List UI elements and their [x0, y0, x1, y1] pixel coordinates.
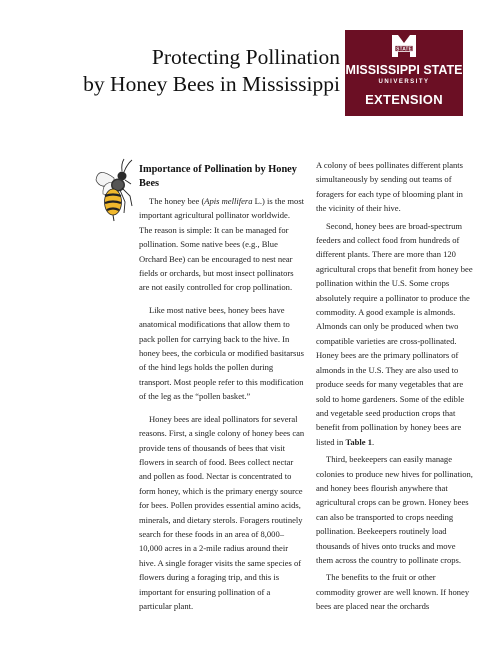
msu-seal-icon [389, 35, 419, 61]
section-heading: Importance of Pollination by Honey Bees [139, 164, 297, 189]
page-title [18, 44, 340, 98]
article-column-2 [316, 158, 474, 616]
paragraph-colony-foragers: A colony of bees pollinates different plants simultaneously by sending out teams of foragers for each type of blooming plant in the vicinity of their hive. [316, 160, 464, 214]
article-column-1 [139, 163, 305, 615]
logo-university: MISSISSIPPI STATE [345, 63, 463, 77]
species-name: Apis mellifera [204, 196, 253, 206]
title-line-2: by Honey Bees in Mississippi [83, 72, 340, 96]
paragraph-manage-colonies: Third, beekeepers can easily manage colonies to produce new hives for pollination, and honey bees flourish anywhere that agricultural crops can be grown. Honey bees can also be transported to crops needing pollination. Beekeepers routinely load thousands of hives onto trucks and move them across the country to pollinate crops. [316, 454, 473, 565]
paragraph-broad-spectrum: Second, honey bees are broad-spectrum feeders and collect food from hundreds of different plants. There are more than 120 agricultural crops that benefit from honey bee pollination within the U.S. Some crops absolutely require a pollinator to produce the commodity. A good example is almonds. Almonds can only be produced when two compatible varieties are cross-pollinated. Honey bees are the primary pollinators of almonds in the U.S. They are also used to produce seeds for many vegetables that are sold to home gardeners. Some of the edible and vegetable seed production crops that benefit from pollination by honey bees are listed in Table 1. [316, 220, 473, 447]
msu-extension-logo [345, 30, 463, 116]
logo-extension: EXTENSION [365, 92, 443, 107]
title-line-1: Protecting Pollination [151, 45, 340, 69]
paragraph-ideal-pollinators: Honey bees are ideal pollinators for several reasons. First, a single colony of honey bees can provide tens of thousands of bees that visit flowers in search of food. Bees collect nectar and pollen as food. Nectar is concentrated to form honey, which is the primary energy source for bees. Pollen provides essential amino acids, minerals, and dietary sterols. Foragers routinely search for these foods in an area of 8,000–10,000 acres in a 2-mile radius around their hive. A single forager visits the same species of flowers during a foraging trip, and this is important for ensuring pollination of a particular plant. [139, 413, 305, 611]
paragraph-honey-bee-intro: The honey bee (Apis mellifera L.) is the most important agricultural pollinator worldwide. The reason is simple: It can be managed for pollination. Some native bees (e.g., Blue Orchard Bee) can be encouraged to nest near fields or orchards, but most insect pollinators are not easily controlled for crop pollination. [139, 196, 305, 293]
honey-bee-illustration [94, 158, 134, 228]
paragraph-pollen-basket: Like most native bees, honey bees have anatomical modifications that allow them to pack pollen for carrying back to the hive. In honey bees, the corbicula or modified basitarsus of the hind legs holds the pollen during transport. Most people refer to this modification of the leg as the “pollen basket.” [139, 304, 304, 402]
paragraph-benefits: The benefits to the fruit or other commodity grower are well known. If honey bees are placed near the orchards [316, 572, 470, 612]
logo-university-sub: UNIVERSITY [378, 79, 430, 85]
table-reference-link[interactable]: Table 1 [345, 436, 372, 447]
logo-state-text: STATE [396, 46, 412, 53]
